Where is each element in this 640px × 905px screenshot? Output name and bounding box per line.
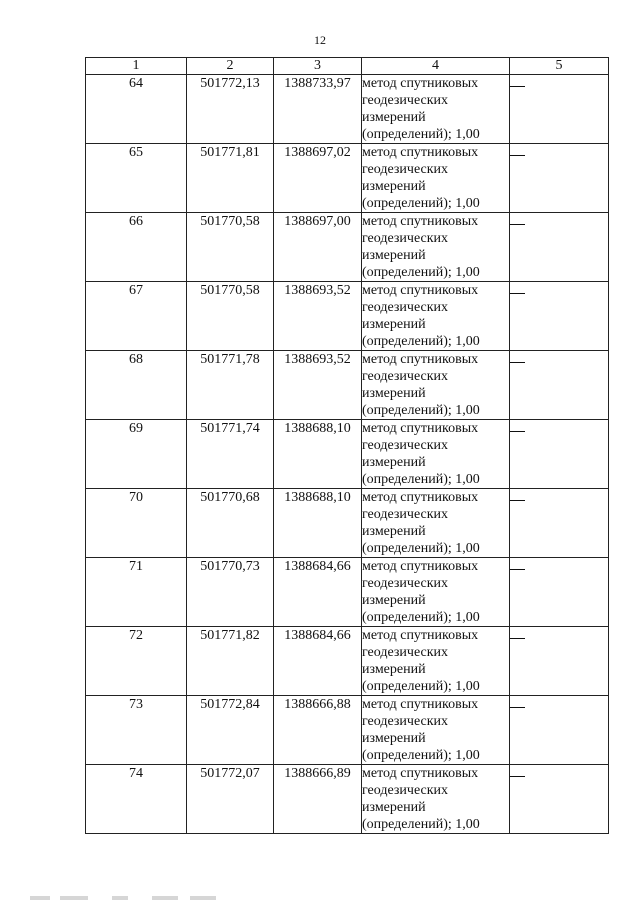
point-number-cell: 71 — [86, 558, 187, 627]
dash-mark — [510, 638, 525, 639]
method-accuracy-cell: метод спутниковых геодезических измерений (определений); 1,00 — [362, 627, 510, 696]
table-row — [86, 75, 609, 144]
dash-mark — [510, 293, 525, 294]
x-coordinate-cell: 501771,74 — [187, 420, 274, 489]
x-coordinate-cell: 501772,07 — [187, 765, 274, 834]
dash-mark — [510, 86, 525, 87]
table-row — [86, 144, 609, 213]
x-coordinate-cell: 501771,82 — [187, 627, 274, 696]
y-coordinate-cell: 1388693,52 — [274, 282, 362, 351]
method-accuracy-cell: метод спутниковых геодезических измерений (определений); 1,00 — [362, 351, 510, 420]
header-row — [86, 58, 609, 75]
note-cell — [510, 75, 609, 144]
table-row — [86, 696, 609, 765]
page-number: 12 — [314, 33, 326, 47]
note-cell — [510, 213, 609, 282]
dash-mark — [510, 569, 525, 570]
scan-artifact-marks — [30, 896, 250, 902]
y-coordinate-cell: 1388693,52 — [274, 351, 362, 420]
dash-mark — [510, 500, 525, 501]
x-coordinate-cell: 501770,73 — [187, 558, 274, 627]
note-cell — [510, 489, 609, 558]
dash-mark — [510, 362, 525, 363]
method-accuracy-cell: метод спутниковых геодезических измерений (определений); 1,00 — [362, 765, 510, 834]
point-number-cell: 72 — [86, 627, 187, 696]
y-coordinate-cell: 1388684,66 — [274, 627, 362, 696]
method-accuracy-cell: метод спутниковых геодезических измерений (определений); 1,00 — [362, 213, 510, 282]
header-col-5: 5 — [510, 58, 609, 75]
header-col-1: 1 — [86, 58, 187, 75]
x-coordinate-cell: 501770,58 — [187, 282, 274, 351]
table-row — [86, 558, 609, 627]
dash-mark — [510, 155, 525, 156]
table-row — [86, 489, 609, 558]
table-row — [86, 282, 609, 351]
note-cell — [510, 420, 609, 489]
table-row — [86, 765, 609, 834]
point-number-cell: 66 — [86, 213, 187, 282]
table-row — [86, 351, 609, 420]
y-coordinate-cell: 1388684,66 — [274, 558, 362, 627]
method-accuracy-cell: метод спутниковых геодезических измерений (определений); 1,00 — [362, 696, 510, 765]
point-number-cell: 68 — [86, 351, 187, 420]
dash-mark — [510, 224, 525, 225]
header-col-4: 4 — [362, 58, 510, 75]
table-row — [86, 627, 609, 696]
table-row — [86, 420, 609, 489]
point-number-cell: 70 — [86, 489, 187, 558]
method-accuracy-cell: метод спутниковых геодезических измерений (определений); 1,00 — [362, 282, 510, 351]
x-coordinate-cell: 501771,81 — [187, 144, 274, 213]
coordinates-table — [85, 57, 609, 834]
method-accuracy-cell: метод спутниковых геодезических измерений (определений); 1,00 — [362, 144, 510, 213]
note-cell — [510, 144, 609, 213]
y-coordinate-cell: 1388733,97 — [274, 75, 362, 144]
y-coordinate-cell: 1388697,02 — [274, 144, 362, 213]
y-coordinate-cell: 1388697,00 — [274, 213, 362, 282]
x-coordinate-cell: 501771,78 — [187, 351, 274, 420]
y-coordinate-cell: 1388688,10 — [274, 420, 362, 489]
note-cell — [510, 765, 609, 834]
y-coordinate-cell: 1388666,88 — [274, 696, 362, 765]
method-accuracy-cell: метод спутниковых геодезических измерений (определений); 1,00 — [362, 489, 510, 558]
dash-mark — [510, 431, 525, 432]
point-number-cell: 69 — [86, 420, 187, 489]
point-number-cell: 64 — [86, 75, 187, 144]
note-cell — [510, 696, 609, 765]
table-row — [86, 213, 609, 282]
method-accuracy-cell: метод спутниковых геодезических измерений (определений); 1,00 — [362, 558, 510, 627]
dash-mark — [510, 707, 525, 708]
table-header — [86, 58, 609, 75]
method-accuracy-cell: метод спутниковых геодезических измерений (определений); 1,00 — [362, 75, 510, 144]
y-coordinate-cell: 1388688,10 — [274, 489, 362, 558]
point-number-cell: 67 — [86, 282, 187, 351]
x-coordinate-cell: 501770,68 — [187, 489, 274, 558]
dash-mark — [510, 776, 525, 777]
note-cell — [510, 558, 609, 627]
method-accuracy-cell: метод спутниковых геодезических измерений (определений); 1,00 — [362, 420, 510, 489]
header-col-3: 3 — [274, 58, 362, 75]
point-number-cell: 74 — [86, 765, 187, 834]
point-number-cell: 65 — [86, 144, 187, 213]
header-col-2: 2 — [187, 58, 274, 75]
note-cell — [510, 351, 609, 420]
x-coordinate-cell: 501770,58 — [187, 213, 274, 282]
x-coordinate-cell: 501772,13 — [187, 75, 274, 144]
note-cell — [510, 627, 609, 696]
note-cell — [510, 282, 609, 351]
y-coordinate-cell: 1388666,89 — [274, 765, 362, 834]
table-body — [86, 75, 609, 834]
point-number-cell: 73 — [86, 696, 187, 765]
x-coordinate-cell: 501772,84 — [187, 696, 274, 765]
